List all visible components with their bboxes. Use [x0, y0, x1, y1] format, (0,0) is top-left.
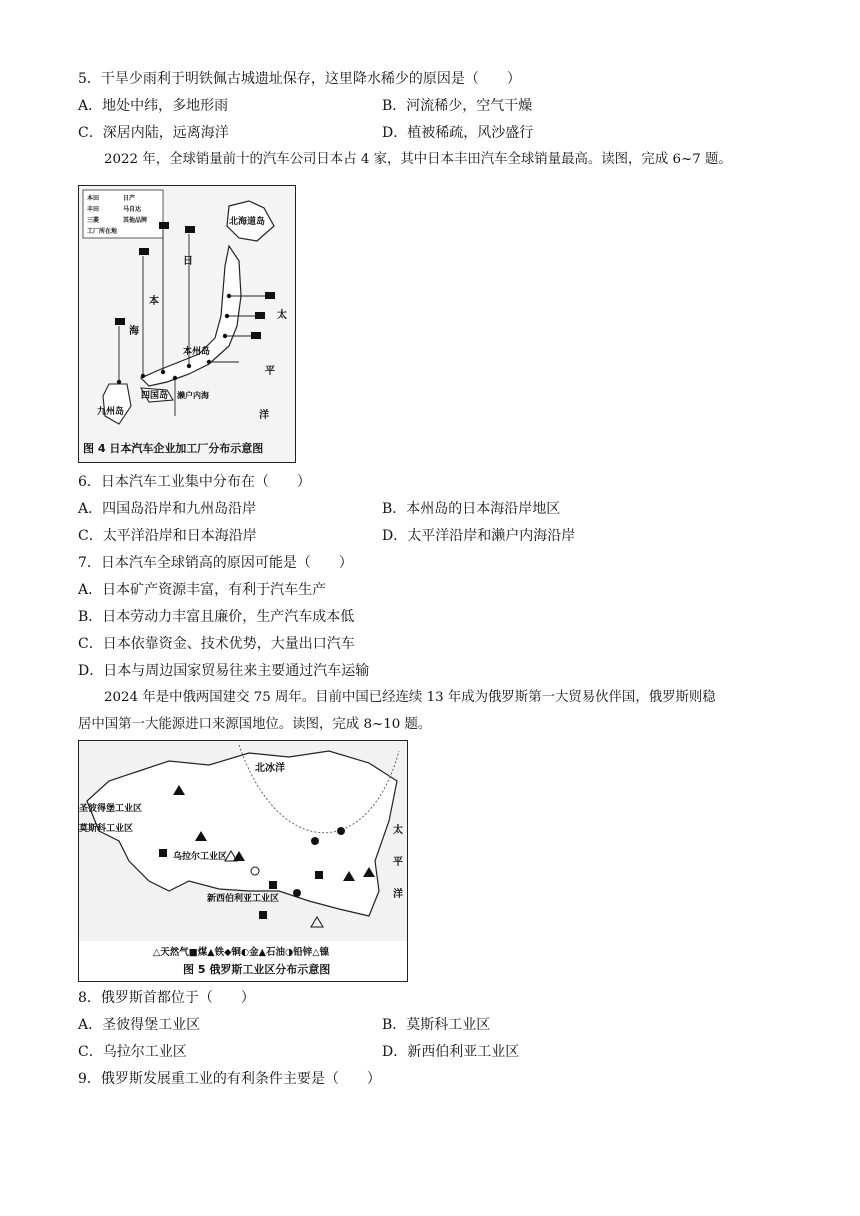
- label-moscow-industrial: 莫斯科工业区: [79, 824, 134, 834]
- legend-toyota: 丰田: [87, 206, 100, 213]
- question-6-option-b: B．本州岛的日本海沿岸地区: [382, 501, 561, 517]
- label-sea-2: 本: [149, 296, 159, 307]
- russia-map-graphic: [79, 741, 407, 981]
- label-pacific-1: 太: [393, 825, 403, 836]
- label-novosib-industrial: 新西伯利亚工业区: [207, 894, 280, 904]
- question-8-option-c: C．乌拉尔工业区: [78, 1044, 187, 1060]
- question-8-stem: 8．俄罗斯首都位于（ ）: [78, 990, 255, 1006]
- label-arctic-ocean: 北冰洋: [255, 763, 285, 774]
- legend-honda: 本田: [87, 195, 100, 202]
- label-honshu: 本州岛: [183, 347, 211, 357]
- question-8-option-d: D．新西伯利亚工业区: [382, 1044, 520, 1060]
- figure-5-russia-map: [78, 740, 408, 982]
- question-6-option-a: A．四国岛沿岸和九州岛沿岸: [78, 501, 257, 517]
- question-7-option-c: C．日本依靠资金、技术优势，大量出口汽车: [78, 636, 355, 652]
- label-hokkaido: 北海道岛: [229, 217, 266, 227]
- intro-6-7: 2022 年，全球销量前十的汽车公司日本占 4 家，其中日本丰田汽车全球销量最高。读图，完成 6~7 题。: [104, 152, 732, 167]
- label-ocean-2: 平: [265, 366, 275, 377]
- legend-nissan: 日产: [123, 195, 136, 202]
- question-7-option-a: A．日本矿产资源丰富，有利于汽车生产: [78, 582, 327, 598]
- label-shikoku: 四国岛: [141, 391, 169, 401]
- label-ocean-3: 洋: [259, 410, 269, 421]
- label-kyushu: 九州岛: [97, 407, 125, 417]
- question-7-option-d: D．日本与周边国家贸易往来主要通过汽车运输: [78, 663, 370, 679]
- label-setonaikai: 濑户内海: [177, 391, 209, 400]
- label-sea-1: 日: [183, 256, 193, 267]
- question-8-option-b: B．莫斯科工业区: [382, 1017, 491, 1033]
- question-6-option-c: C．太平洋沿岸和日本海沿岸: [78, 528, 257, 544]
- label-spb-industrial: 圣彼得堡工业区: [79, 804, 143, 814]
- question-6-stem: 6．日本汽车工业集中分布在（ ）: [78, 474, 311, 490]
- legend-factory: 工厂所在地: [87, 228, 118, 235]
- label-ocean-1: 太: [277, 310, 287, 321]
- label-ural-industrial: 乌拉尔工业区: [173, 852, 228, 862]
- japan-map-graphic: [79, 186, 295, 462]
- legend-mitsubishi: 三菱: [87, 217, 100, 224]
- figure-5-caption: 图 5 俄罗斯工业区分布示意图: [183, 963, 331, 976]
- intro-8-10-line-2: 居中国第一大能源进口来源国地位。读图，完成 8~10 题。: [78, 717, 432, 732]
- question-9-stem: 9．俄罗斯发展重工业的有利条件主要是（ ）: [78, 1071, 381, 1087]
- question-5-option-c: C．深居内陆，远离海洋: [78, 125, 229, 141]
- question-8-option-a: A．圣彼得堡工业区: [78, 1017, 201, 1033]
- legend-other: 其他品牌: [123, 217, 148, 224]
- figure-4-japan-map: [78, 185, 296, 463]
- figure-5-legend: △天然气■煤▲铁◆铜◐金▲石油◑铅锌△镍: [153, 947, 330, 958]
- question-5-option-a: A．地处中纬，多地形雨: [78, 98, 229, 114]
- question-5-option-d: D．植被稀疏，风沙盛行: [382, 125, 534, 141]
- figure-4-caption: 图 4 日本汽车企业加工厂分布示意图: [83, 442, 264, 455]
- legend-mazda: 马自达: [123, 206, 142, 213]
- question-6-option-d: D．太平洋沿岸和濑户内海沿岸: [382, 528, 576, 544]
- label-pacific-3: 洋: [393, 889, 403, 900]
- question-5-option-b: B．河流稀少，空气干燥: [382, 98, 533, 114]
- question-7-stem: 7．日本汽车全球销高的原因可能是（ ）: [78, 555, 353, 571]
- label-sea-3: 海: [129, 326, 139, 337]
- intro-8-10-line-1: 2024 年是中俄两国建交 75 周年。目前中国已经连续 13 年成为俄罗斯第一大贸易伙伴国，俄罗斯则稳: [104, 690, 716, 705]
- label-pacific-2: 平: [393, 857, 403, 868]
- question-7-option-b: B．日本劳动力丰富且廉价，生产汽车成本低: [78, 609, 355, 625]
- question-5-stem: 5．干旱少雨利于明铁佩古城遗址保存，这里降水稀少的原因是（ ）: [78, 71, 521, 87]
